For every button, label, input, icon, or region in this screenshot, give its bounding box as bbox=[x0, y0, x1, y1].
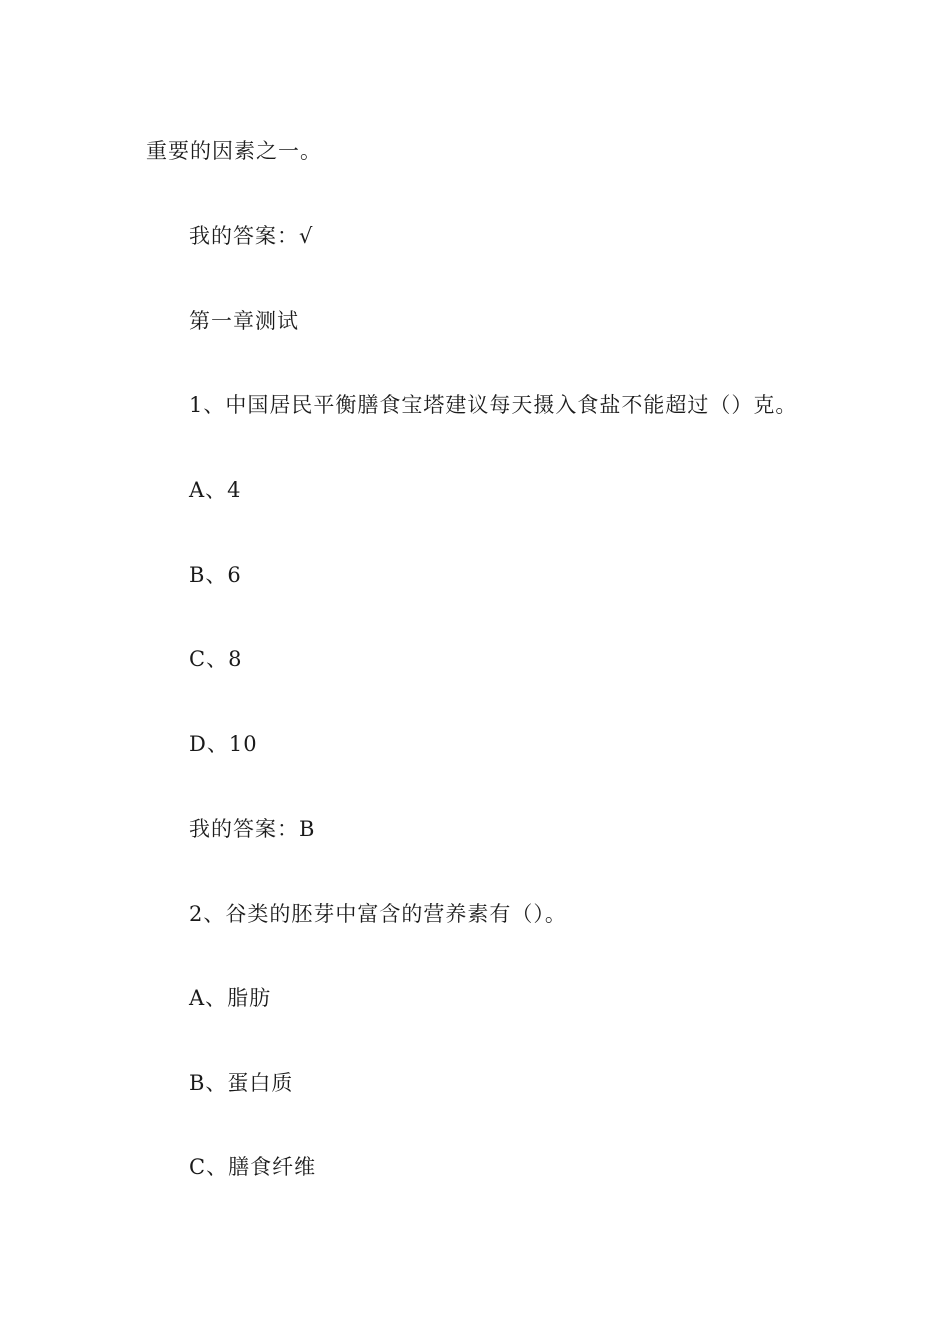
question-1-option-d: D、10 bbox=[189, 732, 258, 756]
question-2-option-a: A、脂肪 bbox=[189, 986, 272, 1010]
question-2-option-b: B、蛋白质 bbox=[189, 1071, 294, 1095]
question-1-stem: 1、中国居民平衡膳食宝塔建议每天摄入食盐不能超过（）克。 bbox=[189, 393, 798, 417]
previous-answer: 我的答案：√ bbox=[189, 224, 314, 248]
question-2-stem: 2、谷类的胚芽中富含的营养素有（）。 bbox=[189, 902, 567, 926]
question-1-option-a: A、4 bbox=[189, 478, 242, 502]
question-2-option-c: C、膳食纤维 bbox=[189, 1155, 317, 1179]
question-1-option-c: C、8 bbox=[189, 647, 243, 671]
continuation-text: 重要的因素之一。 bbox=[146, 139, 322, 163]
chapter-title: 第一章测试 bbox=[189, 309, 299, 333]
question-1-answer: 我的答案：B bbox=[189, 817, 316, 841]
question-1-option-b: B、6 bbox=[189, 563, 242, 587]
